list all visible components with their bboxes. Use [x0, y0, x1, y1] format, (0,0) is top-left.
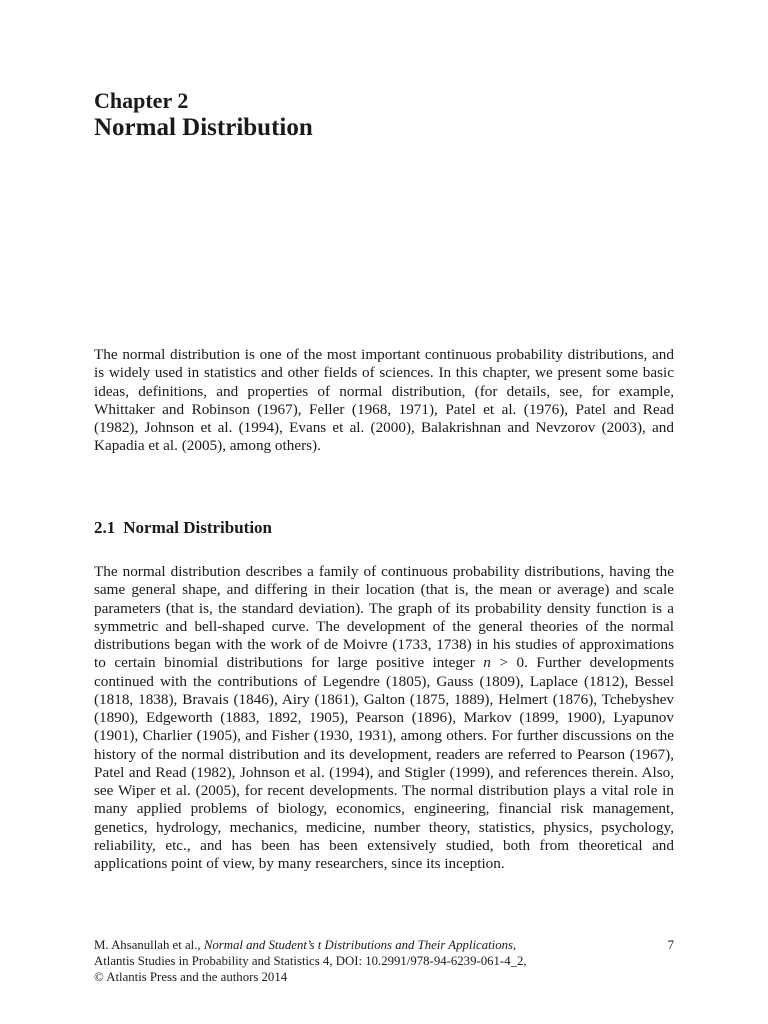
math-variable-n: n — [483, 654, 491, 672]
page-number: 7 — [667, 938, 674, 952]
intro-paragraph: The normal distribution is one of the most important continuous probability distributions, and is widely used in statistics and other fields of sciences. In this chapter, we present some basic ideas, definitions, and properties of normal distribution, (for details, see, for example, Whittaker and Robinson (1967), Feller (1968, 1971), Patel et al. (1976), Patel and Read (1982), Johnson et al. (1994), Evans et al. (2000), Balakrishnan and Nevzorov (2003), and Kapadia et al. (2005), among others). — [94, 346, 674, 455]
footer-authors: M. Ahsanullah et al., — [94, 938, 204, 952]
footer-copyright: © Atlantis Press and the authors 2014 — [94, 970, 288, 984]
section-number: 2.1 — [94, 518, 116, 537]
section-text-part-2: > 0. Further developments continued with the contributions of Legendre (1805), Gauss (1809), Laplace (1812), Bessel (1818, 1838), Bravais (1846), Airy (1861), Galton (1875, 1889), Helmert (1876), Tchebyshev (1890), Edgeworth (1883, 1892, 1905), Pearson (1896), Markov (1899, 1900), Lyapunov (1901), Charlier (1905), and Fisher (1930, 1931), among others. For further discussions on the history of the normal distribution and its development, readers are referred to Pearson (1967), Patel and Read (1982), Johnson et al. (1994), and Stigler (1999), and references therein. Also, see Wiper et al. (2005), for recent developments. The normal distribution plays a vital role in many applied problems of biology, economics, engineering, financial risk management, genetics, hydrology, mechanics, medicine, number theory, statistics, physics, psychology, reliability, etc., and has been has been extensively studied, both from theoretical and applications point of view, by many researchers, since its inception. — [94, 654, 674, 872]
section-text-part-1: The normal distribution describes a family of continuous probability distributions, having the same general shape, and differing in their location (that is, the mean or average) and scale parameters (that is, the standard deviation). The graph of its probability density function is a symmetric and bell-shaped curve. The development of the general theories of the normal distributions began with the work of de Moivre (1733, 1738) in his studies of approximations to certain binomial distributions for large positive integer — [94, 563, 674, 672]
chapter-title: Normal Distribution — [94, 114, 313, 141]
section-heading — [94, 517, 272, 539]
footer-authors-end: , — [513, 938, 517, 952]
footer-authors-line — [94, 937, 674, 953]
book-page — [94, 0, 674, 1024]
footer-series: Atlantis Studies in Probability and Statistics 4, DOI: 10.2991/978-94-6239-061-4_2, — [94, 954, 527, 968]
section-title: Normal Distribution — [123, 518, 272, 537]
citation-footer — [94, 937, 674, 985]
chapter-label: Chapter 2 — [94, 88, 189, 113]
section-paragraph — [94, 563, 674, 873]
footer-book-title: Normal and Student’s t Distributions and Their Applications — [203, 938, 513, 952]
